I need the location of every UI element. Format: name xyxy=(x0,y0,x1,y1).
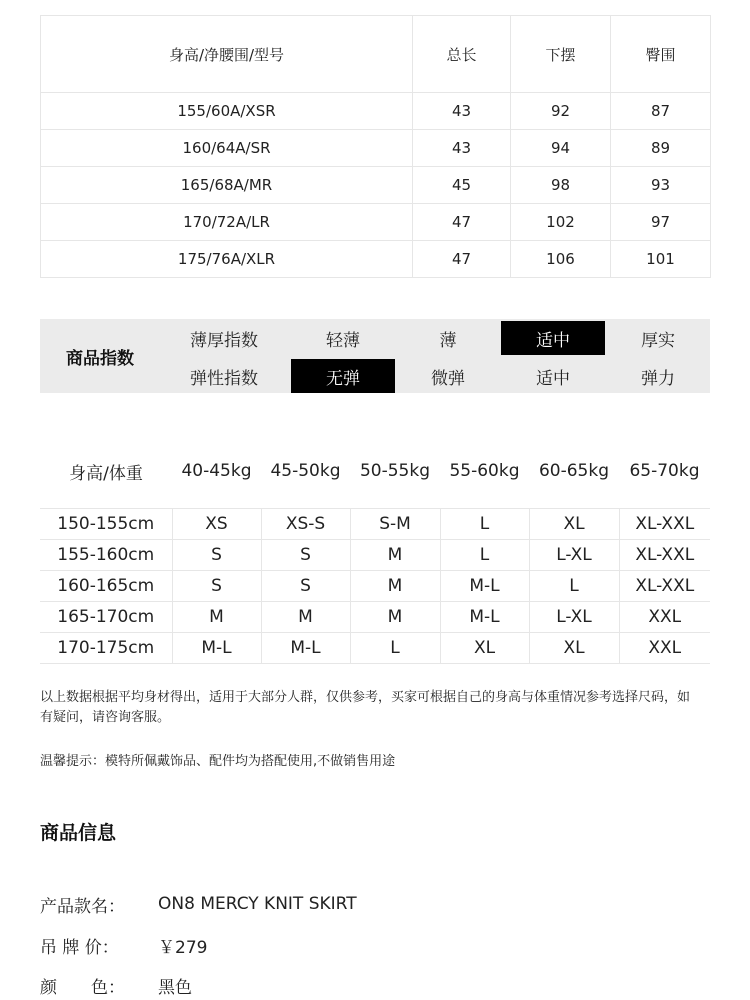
table-row xyxy=(41,204,711,241)
thickness-option: 轻薄 xyxy=(326,330,360,351)
weight-range-header: 40-45kg xyxy=(181,461,252,481)
weight-range-header: 45-50kg xyxy=(270,461,341,481)
thickness-option: 厚实 xyxy=(641,330,675,351)
table-row xyxy=(41,241,711,278)
size-recommendation-cell: M xyxy=(350,602,440,633)
product-index-panel xyxy=(40,319,710,393)
size-cell: 97 xyxy=(611,204,711,241)
size-recommendation-cell: L-XL xyxy=(529,602,619,633)
table-row xyxy=(40,633,710,664)
size-cell: 47 xyxy=(413,204,511,241)
size-recommendation-cell: M-L xyxy=(261,633,350,664)
size-recommendation-cell: XL xyxy=(529,509,619,540)
elasticity-option: 无弹 xyxy=(291,359,395,393)
size-chart-header: 臀围 xyxy=(611,16,711,93)
size-cell: 92 xyxy=(511,93,611,130)
product-index-title: 商品指数 xyxy=(66,348,134,369)
thickness-index-row xyxy=(40,319,710,355)
height-range-cell: 150-155cm xyxy=(40,509,172,540)
elasticity-option: 弹力 xyxy=(641,368,675,389)
size-recommendation-cell: XS xyxy=(172,509,261,540)
accessory-tip-note: 温馨提示：模特所佩戴饰品、配件均为搭配使用,不做销售用途 xyxy=(40,754,396,769)
size-chart-header: 总长 xyxy=(413,16,511,93)
tag-price-label: 吊 牌 价： xyxy=(40,937,119,958)
height-range-cell: 160-165cm xyxy=(40,571,172,602)
table-row xyxy=(41,93,711,130)
size-cell: 106 xyxy=(511,241,611,278)
tag-price-value: ￥279 xyxy=(158,937,208,958)
size-recommendation-cell: M xyxy=(350,540,440,571)
size-recommendation-cell: XL-XXL xyxy=(619,509,710,540)
table-row xyxy=(41,167,711,204)
height-range-cell: 155-160cm xyxy=(40,540,172,571)
size-chart-header: 下摆 xyxy=(511,16,611,93)
size-recommendation-cell: M-L xyxy=(440,571,529,602)
tag-price-row xyxy=(40,931,207,959)
size-cell: 45 xyxy=(413,167,511,204)
table-row xyxy=(40,602,710,633)
size-recommendation-cell: L xyxy=(440,540,529,571)
table-row xyxy=(40,540,710,571)
size-cell: 93 xyxy=(611,167,711,204)
size-cell: 89 xyxy=(611,130,711,167)
size-cell: 101 xyxy=(611,241,711,278)
weight-range-header: 50-55kg xyxy=(359,461,431,481)
height-weight-header xyxy=(40,450,710,492)
size-cell: 47 xyxy=(413,241,511,278)
color-row xyxy=(40,971,192,999)
size-recommendation-cell: S xyxy=(172,540,261,571)
size-cell: 43 xyxy=(413,93,511,130)
size-recommendation-cell: XL-XXL xyxy=(619,540,710,571)
product-info-title: 商品信息 xyxy=(40,822,117,844)
table-row xyxy=(41,130,711,167)
weight-range-header: 55-60kg xyxy=(449,461,520,481)
size-cell: 87 xyxy=(611,93,711,130)
elasticity-option: 微弹 xyxy=(431,368,465,389)
size-cell: 175/76A/XLR xyxy=(41,241,413,278)
size-recommendation-cell: L xyxy=(350,633,440,664)
size-cell: 155/60A/XSR xyxy=(41,93,413,130)
size-cell: 170/72A/LR xyxy=(41,204,413,241)
size-chart-table xyxy=(40,15,711,278)
height-range-cell: 165-170cm xyxy=(40,602,172,633)
size-recommendation-cell: S xyxy=(261,571,350,602)
size-recommendation-cell: XL-XXL xyxy=(619,571,710,602)
size-recommendation-cell: XL xyxy=(440,633,529,664)
product-name-label: 产品款名： xyxy=(40,896,125,917)
size-recommendation-cell: XXL xyxy=(619,633,710,664)
size-cell: 98 xyxy=(511,167,611,204)
size-recommendation-cell: M xyxy=(172,602,261,633)
size-recommendation-cell: M-L xyxy=(440,602,529,633)
elasticity-index-label: 弹性指数 xyxy=(190,368,258,389)
size-cell: 102 xyxy=(511,204,611,241)
height-weight-table xyxy=(40,508,710,664)
weight-range-header: 60-65kg xyxy=(538,461,610,481)
size-disclaimer-note: 以上数据根据平均身材得出，适用于大部分人群，仅供参考，买家可根据自己的身高与体重情况参考选择尺码，如有疑问，请咨询客服。 xyxy=(40,690,691,725)
size-recommendation-cell: S xyxy=(172,571,261,602)
thickness-option: 薄 xyxy=(439,330,457,351)
elasticity-index-row xyxy=(40,357,710,393)
color-value: 黑色 xyxy=(158,977,192,998)
size-chart-header: 身高/净腰围/型号 xyxy=(41,16,413,93)
table-row xyxy=(40,571,710,602)
size-recommendation-cell: S-M xyxy=(350,509,440,540)
color-label: 颜 色： xyxy=(40,977,125,998)
size-recommendation-cell: XXL xyxy=(619,602,710,633)
elasticity-option: 适中 xyxy=(536,368,570,389)
size-recommendation-cell: S xyxy=(261,540,350,571)
size-recommendation-cell: XL xyxy=(529,633,619,664)
size-recommendation-cell: M xyxy=(350,571,440,602)
size-recommendation-cell: XS-S xyxy=(261,509,350,540)
size-recommendation-cell: L xyxy=(529,571,619,602)
thickness-option: 适中 xyxy=(501,321,605,355)
size-recommendation-cell: L-XL xyxy=(529,540,619,571)
size-cell: 94 xyxy=(511,130,611,167)
height-weight-corner-label: 身高/体重 xyxy=(69,463,143,484)
height-range-cell: 170-175cm xyxy=(40,633,172,664)
size-recommendation-cell: L xyxy=(440,509,529,540)
size-cell: 43 xyxy=(413,130,511,167)
size-chart-header-row xyxy=(41,16,711,93)
size-cell: 160/64A/SR xyxy=(41,130,413,167)
weight-range-header: 65-70kg xyxy=(629,461,700,481)
thickness-index-label: 薄厚指数 xyxy=(190,330,258,351)
size-cell: 165/68A/MR xyxy=(41,167,413,204)
table-row xyxy=(40,509,710,540)
size-recommendation-cell: M xyxy=(261,602,350,633)
product-name-value: ON8 MERCY KNIT SKIRT xyxy=(158,894,357,914)
size-recommendation-cell: M-L xyxy=(172,633,261,664)
product-name-row xyxy=(40,890,357,918)
